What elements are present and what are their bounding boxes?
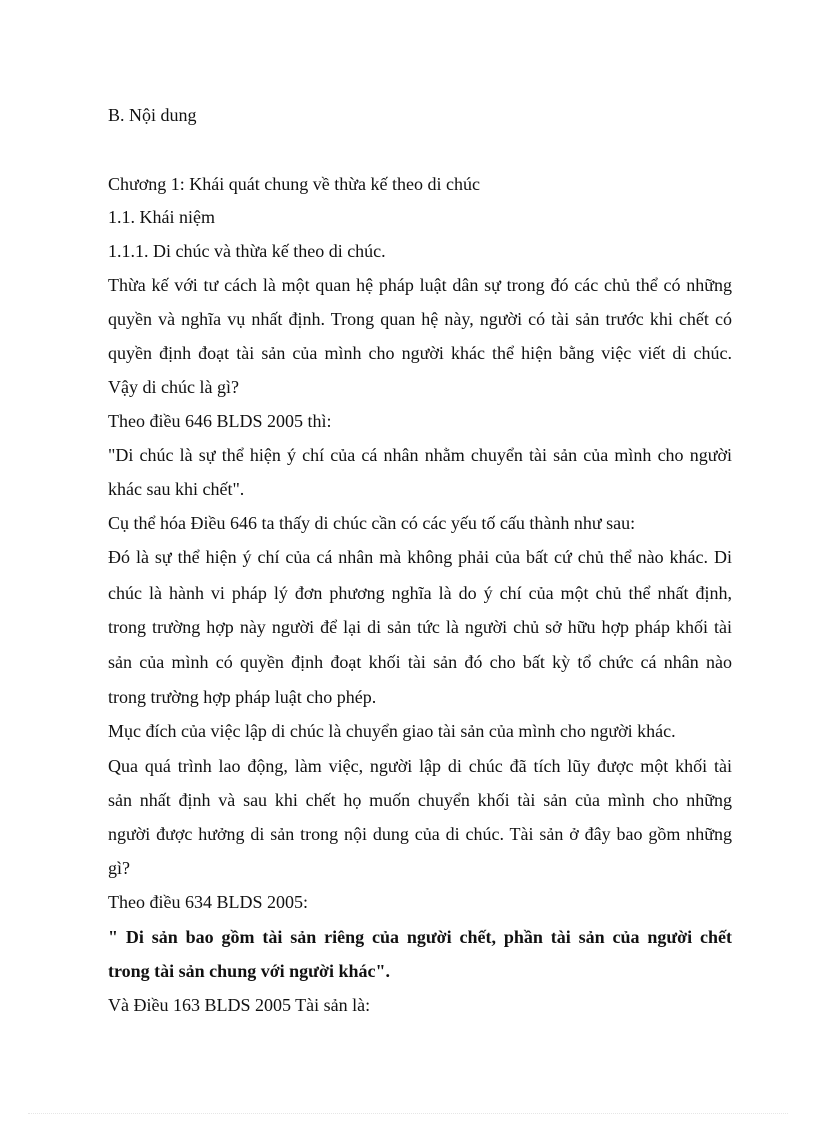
paragraph-2-line: chúc là hành vi pháp lý đơn phương nghĩa là do ý chí của một chủ thể nhất định, <box>108 583 732 603</box>
paragraph-1-line: Vậy di chúc là gì? <box>108 377 239 397</box>
concretize-article-646: Cụ thể hóa Điều 646 ta thấy di chúc cần có các yếu tố cấu thành như sau: <box>108 513 636 533</box>
quote-article-646-line: khác sau khi chết". <box>108 479 245 499</box>
reference-article-163: Và Điều 163 BLDS 2005 Tài sản là: <box>108 995 371 1015</box>
paragraph-2-line: trong trường hợp pháp luật cho phép. <box>108 687 377 707</box>
reference-article-646: Theo điều 646 BLDS 2005 thì: <box>108 411 332 431</box>
paragraph-3-line: gì? <box>108 858 130 878</box>
purpose-line: Mục đích của việc lập di chúc là chuyển giao tài sản của mình cho người khác. <box>108 721 676 741</box>
paragraph-1-line: quyền định đoạt tài sản của mình cho người khác thể hiện bằng việc viết di chúc. <box>108 343 732 363</box>
paragraph-2-line: trong trường hợp này người để lại di sản tức là người chủ sở hữu hợp pháp khối tài <box>108 617 732 637</box>
quote-article-634-line: " Di sản bao gồm tài sản riêng của người chết, phần tài sản của người chết <box>108 927 732 947</box>
paragraph-3-line: Qua quá trình lao động, làm việc, người lập di chúc đã tích lũy được một khối tài <box>108 756 732 776</box>
subsection-heading-1-1: 1.1. Khái niệm <box>108 207 215 227</box>
page-bottom-divider <box>28 1113 788 1114</box>
quote-article-634-line: trong tài sản chung với người khác". <box>108 961 390 981</box>
paragraph-1-line: quyền và nghĩa vụ nhất định. Trong quan hệ này, người có tài sản trước khi chết có <box>108 309 732 329</box>
paragraph-2-line: sản của mình có quyền định đoạt khối tài sản đó cho bất kỳ tổ chức cá nhân nào <box>108 652 732 672</box>
paragraph-2-line: Đó là sự thể hiện ý chí của cá nhân mà không phải của bất cứ chủ thể nào khác. Di <box>108 547 732 567</box>
paragraph-1-line: Thừa kế với tư cách là một quan hệ pháp luật dân sự trong đó các chủ thể có những <box>108 275 732 295</box>
quote-article-646-line: "Di chúc là sự thể hiện ý chí của cá nhân nhằm chuyển tài sản của mình cho người <box>108 445 732 465</box>
section-heading: B. Nội dung <box>108 105 197 125</box>
reference-article-634: Theo điều 634 BLDS 2005: <box>108 892 308 912</box>
subsection-heading-1-1-1: 1.1.1. Di chúc và thừa kế theo di chúc. <box>108 241 386 261</box>
paragraph-3-line: sản nhất định và sau khi chết họ muốn chuyển khối tài sản của mình cho những <box>108 790 732 810</box>
paragraph-3-line: người được hưởng di sản trong nội dung của di chúc. Tài sản ở đây bao gồm những <box>108 824 732 844</box>
chapter-heading: Chương 1: Khái quát chung về thừa kế theo di chúc <box>108 174 480 194</box>
